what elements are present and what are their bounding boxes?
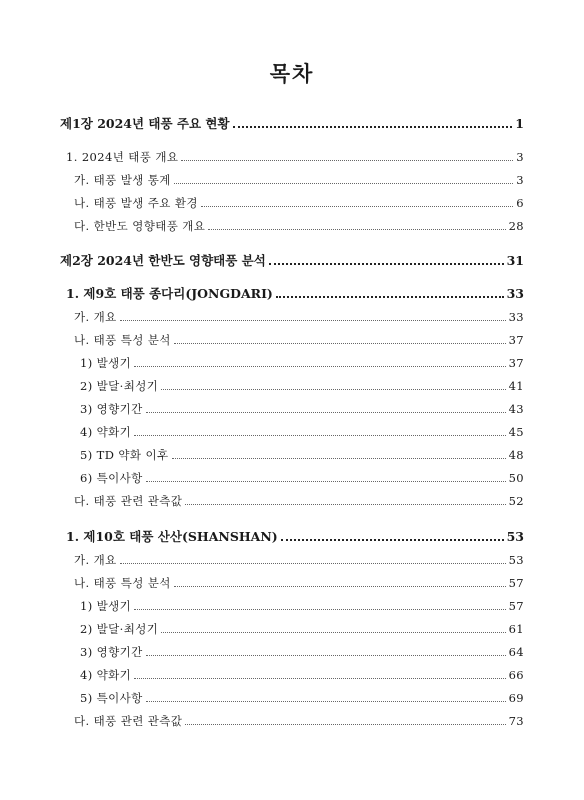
toc-entry[interactable] bbox=[80, 423, 524, 441]
toc-leader-dots bbox=[269, 263, 504, 265]
toc-entry-label: 1) 발생기 bbox=[80, 599, 132, 613]
toc-leader-dots bbox=[185, 724, 505, 725]
toc-entry[interactable] bbox=[80, 377, 524, 395]
toc-entry-page: 73 bbox=[508, 714, 524, 728]
toc-entry[interactable] bbox=[80, 400, 524, 418]
toc-entry[interactable] bbox=[60, 252, 524, 270]
toc-entry[interactable] bbox=[80, 469, 524, 487]
page-title: 목차 bbox=[269, 61, 315, 86]
toc-entry-page: 57 bbox=[508, 576, 524, 590]
toc-entry-page: 43 bbox=[508, 402, 524, 416]
toc-entry-page: 28 bbox=[508, 219, 524, 233]
toc-entry-page: 33 bbox=[506, 286, 524, 301]
toc-entry-label: 다. 태풍 관련 관측값 bbox=[74, 494, 183, 508]
toc-leader-dots bbox=[174, 343, 506, 344]
toc-leader-dots bbox=[181, 160, 513, 161]
toc-entry-page: 37 bbox=[508, 333, 524, 347]
toc-leader-dots bbox=[146, 412, 506, 413]
toc-entry[interactable] bbox=[74, 551, 524, 569]
toc-leader-dots bbox=[161, 632, 505, 633]
toc-entry-label: 5) 특이사항 bbox=[80, 691, 143, 705]
toc-leader-dots bbox=[174, 586, 506, 587]
toc-leader-dots bbox=[146, 655, 506, 656]
toc-entry-page: 66 bbox=[508, 668, 524, 682]
toc-entry[interactable] bbox=[80, 643, 524, 661]
toc-leader-dots bbox=[120, 563, 506, 564]
toc-entry-label: 4) 약화기 bbox=[80, 425, 132, 439]
toc-entry[interactable] bbox=[80, 689, 524, 707]
toc-entry-page: 57 bbox=[508, 599, 524, 613]
toc-leader-dots bbox=[201, 206, 513, 207]
toc-entry-label: 2) 발달·최성기 bbox=[80, 379, 159, 393]
toc-entry-page: 41 bbox=[508, 379, 524, 393]
toc-entry-label: 가. 개요 bbox=[74, 310, 117, 324]
toc-entry-label: 1. 제9호 태풍 종다리(JONGDARI) bbox=[66, 286, 273, 301]
toc-entry-label: 1. 2024년 태풍 개요 bbox=[66, 150, 179, 164]
toc-entry[interactable] bbox=[74, 217, 524, 235]
toc-entry-label: 4) 약화기 bbox=[80, 668, 132, 682]
toc-leader-dots bbox=[134, 609, 505, 610]
toc-entry-label: 가. 개요 bbox=[74, 553, 117, 567]
toc-leader-dots bbox=[185, 504, 505, 505]
toc-entry[interactable] bbox=[80, 620, 524, 638]
toc-leader-dots bbox=[120, 320, 506, 321]
toc-leader-dots bbox=[208, 229, 505, 230]
toc-entry-label: 6) 특이사항 bbox=[80, 471, 143, 485]
toc-entry[interactable] bbox=[74, 171, 524, 189]
toc-entry-label: 나. 태풍 특성 분석 bbox=[74, 333, 171, 347]
toc-entry[interactable] bbox=[80, 354, 524, 372]
toc-entry-page: 64 bbox=[508, 645, 524, 659]
toc-entry-page: 1 bbox=[515, 116, 524, 131]
toc-entry-label: 다. 태풍 관련 관측값 bbox=[74, 714, 183, 728]
toc-leader-dots bbox=[281, 539, 504, 541]
toc-entry-page: 6 bbox=[516, 196, 524, 210]
toc-entry-label: 3) 영향기간 bbox=[80, 402, 143, 416]
toc-leader-dots bbox=[276, 296, 504, 298]
toc-entry-label: 1) 발생기 bbox=[80, 356, 132, 370]
toc-entry[interactable] bbox=[80, 597, 524, 615]
toc-entry-page: 3 bbox=[516, 173, 524, 187]
toc-entry-page: 53 bbox=[508, 553, 524, 567]
toc-leader-dots bbox=[161, 389, 505, 390]
toc-leader-dots bbox=[134, 366, 505, 367]
toc-entry-label: 가. 태풍 발생 통계 bbox=[74, 173, 171, 187]
toc-entry-page: 61 bbox=[508, 622, 524, 636]
toc-leader-dots bbox=[134, 678, 505, 679]
toc-entry[interactable] bbox=[66, 148, 524, 166]
toc-entry[interactable] bbox=[60, 115, 524, 133]
toc-entry-label: 제2장 2024년 한반도 영향태풍 분석 bbox=[60, 253, 266, 268]
toc-entry-label: 3) 영향기간 bbox=[80, 645, 143, 659]
toc-entry[interactable] bbox=[74, 574, 524, 592]
toc-entry-label: 나. 태풍 발생 주요 환경 bbox=[74, 196, 198, 210]
toc-entry[interactable] bbox=[66, 285, 524, 303]
toc-leader-dots bbox=[134, 435, 505, 436]
toc-entry-page: 69 bbox=[508, 691, 524, 705]
toc-leader-dots bbox=[174, 183, 513, 184]
toc-entry-page: 53 bbox=[506, 529, 524, 544]
toc-leader-dots bbox=[146, 481, 506, 482]
toc-entry-label: 5) TD 약화 이후 bbox=[80, 448, 169, 462]
toc-entry[interactable] bbox=[80, 446, 524, 464]
toc-entry-label: 다. 한반도 영향태풍 개요 bbox=[74, 219, 206, 233]
toc-entry-page: 45 bbox=[508, 425, 524, 439]
toc-entry[interactable] bbox=[74, 331, 524, 349]
toc-entry-page: 33 bbox=[508, 310, 524, 324]
toc-entry[interactable] bbox=[66, 528, 524, 546]
toc-entry-label: 나. 태풍 특성 분석 bbox=[74, 576, 171, 590]
toc-entry-page: 37 bbox=[508, 356, 524, 370]
toc-entry-page: 31 bbox=[506, 253, 524, 268]
toc-leader-dots bbox=[233, 126, 513, 128]
toc-entry-label: 2) 발달·최성기 bbox=[80, 622, 159, 636]
toc-entry[interactable] bbox=[74, 492, 524, 510]
toc-entry-page: 52 bbox=[508, 494, 524, 508]
toc-entry[interactable] bbox=[74, 194, 524, 212]
toc-entry[interactable] bbox=[74, 308, 524, 326]
toc-entry-page: 3 bbox=[516, 150, 524, 164]
toc-entry[interactable] bbox=[80, 666, 524, 684]
toc-leader-dots bbox=[172, 458, 506, 459]
toc-entry-label: 제1장 2024년 태풍 주요 현황 bbox=[60, 116, 230, 131]
toc-entry[interactable] bbox=[74, 712, 524, 730]
toc-entry-label: 1. 제10호 태풍 산산(SHANSHAN) bbox=[66, 529, 278, 544]
toc-entry-page: 50 bbox=[508, 471, 524, 485]
toc-entry-page: 48 bbox=[508, 448, 524, 462]
toc-leader-dots bbox=[146, 701, 506, 702]
